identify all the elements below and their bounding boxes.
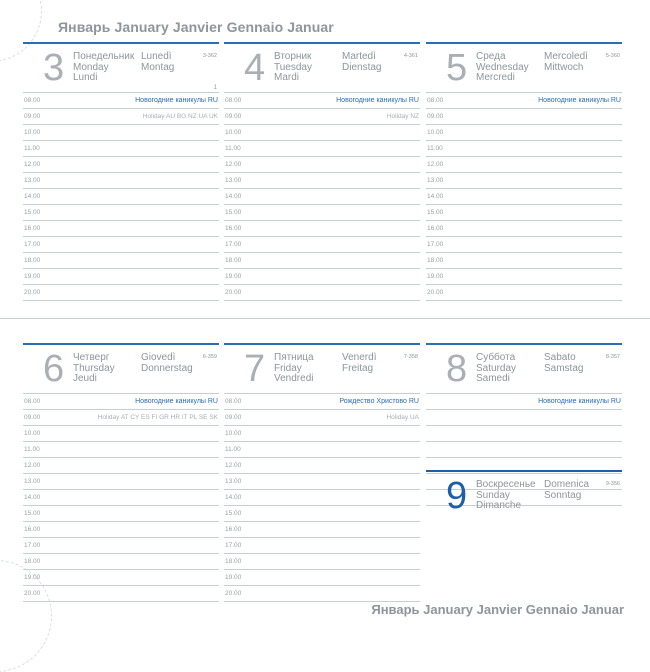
hour-label: 20.00 <box>225 289 242 296</box>
page-divider <box>0 318 650 319</box>
day-name-en: Sunday <box>476 489 510 501</box>
hour-row[interactable] <box>224 506 420 522</box>
hour-row[interactable] <box>23 269 219 285</box>
hour-rows <box>426 92 622 301</box>
hour-row[interactable] <box>23 125 219 141</box>
hour-label: 15.00 <box>24 209 41 216</box>
hour-row[interactable] <box>23 538 219 554</box>
day-name-en: Thursday <box>73 362 115 374</box>
day-name-de: Dienstag <box>342 61 382 73</box>
day-name-it: Lunedì <box>141 51 172 62</box>
hour-row[interactable] <box>426 221 622 237</box>
day-name-de: Samstag <box>544 362 584 374</box>
hour-row[interactable] <box>224 269 420 285</box>
day-name-fr: Mardi <box>274 72 300 83</box>
hour-row[interactable] <box>426 141 622 157</box>
hour-row[interactable] <box>23 522 219 538</box>
hour-row[interactable] <box>426 253 622 269</box>
day-of-year: 6-359 <box>202 354 217 360</box>
day-of-year: 5-360 <box>605 53 620 59</box>
hour-row[interactable] <box>224 157 420 173</box>
hour-row[interactable] <box>23 157 219 173</box>
day-column-d5 <box>426 42 622 301</box>
hour-row[interactable] <box>224 125 420 141</box>
hour-row[interactable] <box>23 474 219 490</box>
hour-row[interactable] <box>23 586 219 602</box>
day-name-de: Sonntag <box>544 489 582 501</box>
hour-label: 10.00 <box>427 129 444 136</box>
day-header <box>426 42 622 92</box>
day-name-it: Domenica <box>544 479 590 490</box>
hour-row[interactable] <box>426 189 622 205</box>
hour-label: 19.00 <box>24 574 41 581</box>
hour-row[interactable] <box>23 410 219 426</box>
hour-row[interactable] <box>23 189 219 205</box>
day-number: 4 <box>244 47 266 89</box>
day-name-en: Wednesday <box>476 61 529 73</box>
day-name-en: Monday <box>73 61 109 73</box>
day-names-ru-en-fr <box>476 480 536 512</box>
hour-row[interactable] <box>224 570 420 586</box>
hour-row[interactable] <box>224 237 420 253</box>
hour-label: 20.00 <box>24 289 41 296</box>
hour-row[interactable] <box>23 253 219 269</box>
day-names-it-de <box>544 52 588 73</box>
hour-row[interactable] <box>426 410 622 426</box>
hour-row[interactable] <box>426 442 622 458</box>
day-header <box>224 343 420 393</box>
hour-row[interactable] <box>224 458 420 474</box>
hour-rows <box>23 92 219 301</box>
day-names-ru-en-fr <box>73 52 134 84</box>
hour-row[interactable] <box>224 474 420 490</box>
hour-rows <box>224 393 420 602</box>
day-of-year: 9-356 <box>605 481 620 487</box>
hour-label: 08.00 <box>24 97 41 104</box>
hour-label: 09.00 <box>24 113 41 120</box>
day-name-en: Tuesday <box>274 61 312 73</box>
event-label: Новогодние каникулы RU <box>538 398 621 405</box>
day-column-d3 <box>23 42 219 301</box>
hour-label: 13.00 <box>24 478 41 485</box>
day-name-fr: Lundi <box>73 72 98 83</box>
hour-row[interactable] <box>23 141 219 157</box>
day-number: 9 <box>446 475 468 517</box>
hour-row[interactable] <box>426 393 622 410</box>
holiday-label: Holiday AU BG NZ UA UK <box>142 113 218 120</box>
hour-label: 12.00 <box>225 161 242 168</box>
hour-rows <box>23 393 219 602</box>
holiday-label: Holiday UA <box>386 414 419 421</box>
hour-label: 13.00 <box>225 478 242 485</box>
hour-row[interactable] <box>224 253 420 269</box>
hour-row[interactable] <box>224 205 420 221</box>
hour-row[interactable] <box>224 285 420 301</box>
hour-label: 09.00 <box>24 414 41 421</box>
day-name-fr: Mercredi <box>476 72 515 83</box>
hour-row[interactable] <box>426 109 622 125</box>
hour-label: 18.00 <box>225 257 242 264</box>
hour-label: 10.00 <box>24 430 41 437</box>
hour-row[interactable] <box>426 285 622 301</box>
hour-label: 18.00 <box>24 558 41 565</box>
day-name-it: Mercoledì <box>544 51 588 62</box>
day-header <box>23 343 219 393</box>
holiday-label: Holiday AT CY ES FI GR HR IT PL SE SK <box>97 414 218 421</box>
hour-row[interactable] <box>224 490 420 506</box>
day-header <box>426 343 622 393</box>
hour-label: 19.00 <box>225 273 242 280</box>
hour-row[interactable] <box>224 554 420 570</box>
hour-row[interactable] <box>426 173 622 189</box>
hour-label: 11.00 <box>225 446 241 453</box>
hour-row[interactable] <box>23 173 219 189</box>
hour-row[interactable] <box>224 92 420 109</box>
day-name-fr: Vendredi <box>274 373 314 384</box>
hour-label: 13.00 <box>427 177 444 184</box>
day-names-it-de <box>342 52 381 73</box>
hour-row[interactable] <box>23 109 219 125</box>
hour-label: 17.00 <box>225 241 242 248</box>
day-name-it: Venerdì <box>342 352 377 363</box>
hour-row[interactable] <box>426 92 622 109</box>
day-name-de: Freitag <box>342 362 374 374</box>
day-number: 8 <box>446 348 468 390</box>
hour-row[interactable] <box>23 442 219 458</box>
day-name-de: Donnerstag <box>141 362 193 374</box>
hour-label: 14.00 <box>24 494 41 501</box>
hour-label: 09.00 <box>427 113 444 120</box>
hour-label: 17.00 <box>225 542 242 549</box>
event-label: Новогодние каникулы RU <box>538 97 621 104</box>
page-title-bottom: Январь January Janvier Gennaio Januar <box>371 602 624 617</box>
event-label: Рождество Христово RU <box>339 398 419 405</box>
hour-label: 15.00 <box>225 209 242 216</box>
day-name-fr: Dimanche <box>476 500 522 511</box>
hour-label: 13.00 <box>24 177 41 184</box>
hour-row[interactable] <box>426 269 622 285</box>
hour-label: 19.00 <box>225 574 242 581</box>
hour-row[interactable] <box>426 205 622 221</box>
hour-row[interactable] <box>224 141 420 157</box>
hour-row[interactable] <box>23 285 219 301</box>
day-name-ru: Понедельник <box>73 51 135 62</box>
hour-label: 14.00 <box>225 193 242 200</box>
day-name-ru: Четверг <box>73 352 110 363</box>
day-names-ru-en-fr <box>274 353 314 385</box>
hour-label: 16.00 <box>427 225 444 232</box>
page-title-top: Январь January Janvier Gennaio Januar <box>58 19 334 35</box>
day-name-ru: Воскресенье <box>476 479 536 490</box>
hour-label: 15.00 <box>225 510 242 517</box>
day-of-year: 4-361 <box>403 53 418 59</box>
hour-row[interactable] <box>224 410 420 426</box>
day-names-it-de <box>544 480 589 501</box>
day-names-it-de <box>544 353 583 374</box>
hour-label: 20.00 <box>24 590 41 597</box>
hour-row[interactable] <box>224 393 420 410</box>
day-column-d6 <box>23 343 219 602</box>
day-name-ru: Пятница <box>274 352 314 363</box>
hour-label: 14.00 <box>427 193 444 200</box>
day-name-de: Montag <box>141 61 175 73</box>
hour-label: 08.00 <box>427 97 444 104</box>
hour-label: 12.00 <box>225 462 242 469</box>
hour-row[interactable] <box>23 458 219 474</box>
hour-row[interactable] <box>23 393 219 410</box>
day-names-ru-en-fr <box>73 353 115 385</box>
hour-row[interactable] <box>23 570 219 586</box>
hour-row[interactable] <box>23 506 219 522</box>
day-name-it: Sabato <box>544 352 576 363</box>
day-name-it: Martedì <box>342 51 376 62</box>
hour-label: 19.00 <box>427 273 444 280</box>
hour-label: 20.00 <box>225 590 242 597</box>
hour-row[interactable] <box>224 522 420 538</box>
week-number: 1 <box>213 85 217 91</box>
hour-label: 20.00 <box>427 289 444 296</box>
hour-row[interactable] <box>23 490 219 506</box>
day-names-it-de <box>141 52 174 73</box>
day-of-year: 7-358 <box>403 354 418 360</box>
day-number: 6 <box>43 348 65 390</box>
hour-label: 15.00 <box>24 510 41 517</box>
day-names-ru-en-fr <box>274 52 312 84</box>
day-column-d4 <box>224 42 420 301</box>
hour-label: 11.00 <box>427 145 443 152</box>
hour-label: 16.00 <box>225 526 242 533</box>
hour-label: 18.00 <box>24 257 41 264</box>
holiday-label: Holiday NZ <box>386 113 419 120</box>
event-label: Новогодние каникулы RU <box>336 97 419 104</box>
hour-rows <box>224 92 420 301</box>
day-name-fr: Jeudi <box>73 373 97 384</box>
hour-row[interactable] <box>426 125 622 141</box>
hour-row[interactable] <box>224 426 420 442</box>
hour-label: 12.00 <box>24 462 41 469</box>
hour-label: 10.00 <box>24 129 41 136</box>
hour-label: 08.00 <box>24 398 41 405</box>
hour-label: 12.00 <box>24 161 41 168</box>
hour-label: 11.00 <box>24 145 40 152</box>
hour-row[interactable] <box>23 554 219 570</box>
hour-label: 14.00 <box>225 494 242 501</box>
hour-label: 11.00 <box>24 446 40 453</box>
day-name-ru: Среда <box>476 51 506 62</box>
hour-row[interactable] <box>224 109 420 125</box>
hour-label: 17.00 <box>24 542 41 549</box>
day-names-ru-en-fr <box>476 353 516 385</box>
hour-row[interactable] <box>23 426 219 442</box>
day-header <box>426 470 622 520</box>
hour-row[interactable] <box>224 189 420 205</box>
hour-row[interactable] <box>23 92 219 109</box>
day-names-it-de <box>141 353 193 374</box>
hour-row[interactable] <box>224 442 420 458</box>
hour-label: 18.00 <box>225 558 242 565</box>
day-column-d9 <box>426 470 622 520</box>
day-name-en: Saturday <box>476 362 517 374</box>
hour-label: 15.00 <box>427 209 444 216</box>
hour-label: 11.00 <box>225 145 241 152</box>
day-of-year: 3-362 <box>202 53 217 59</box>
day-of-year: 8-357 <box>605 354 620 360</box>
hour-label: 17.00 <box>427 241 444 248</box>
day-names-ru-en-fr <box>476 52 529 84</box>
day-name-fr: Samedi <box>476 373 510 384</box>
hour-row[interactable] <box>224 221 420 237</box>
hour-label: 16.00 <box>225 225 242 232</box>
hour-row[interactable] <box>23 205 219 221</box>
hour-row[interactable] <box>224 586 420 602</box>
day-column-d7 <box>224 343 420 602</box>
hour-label: 19.00 <box>24 273 41 280</box>
day-number: 3 <box>43 47 65 89</box>
hour-row[interactable] <box>426 157 622 173</box>
day-names-it-de <box>342 353 376 374</box>
hour-label: 10.00 <box>225 430 242 437</box>
day-number: 5 <box>446 47 468 89</box>
hour-label: 10.00 <box>225 129 242 136</box>
day-name-ru: Вторник <box>274 51 312 62</box>
day-name-it: Giovedì <box>141 352 176 363</box>
hour-label: 17.00 <box>24 241 41 248</box>
day-name-en: Friday <box>274 362 302 374</box>
hour-row[interactable] <box>426 237 622 253</box>
hour-label: 08.00 <box>225 398 242 405</box>
hour-label: 13.00 <box>225 177 242 184</box>
event-label: Новогодние каникулы RU <box>135 398 218 405</box>
hour-row[interactable] <box>23 237 219 253</box>
hour-row[interactable] <box>224 173 420 189</box>
hour-label: 16.00 <box>24 225 41 232</box>
hour-label: 08.00 <box>225 97 242 104</box>
hour-label: 12.00 <box>427 161 444 168</box>
hour-row[interactable] <box>224 538 420 554</box>
day-header <box>224 42 420 92</box>
day-header <box>23 42 219 92</box>
hour-row[interactable] <box>23 221 219 237</box>
event-label: Новогодние каникулы RU <box>135 97 218 104</box>
hour-row[interactable] <box>426 426 622 442</box>
hour-label: 18.00 <box>427 257 444 264</box>
day-name-de: Mittwoch <box>544 61 584 73</box>
day-number: 7 <box>244 348 266 390</box>
hour-label: 16.00 <box>24 526 41 533</box>
hour-label: 14.00 <box>24 193 41 200</box>
hour-label: 09.00 <box>225 414 242 421</box>
day-name-ru: Суббота <box>476 352 516 363</box>
hour-label: 09.00 <box>225 113 242 120</box>
